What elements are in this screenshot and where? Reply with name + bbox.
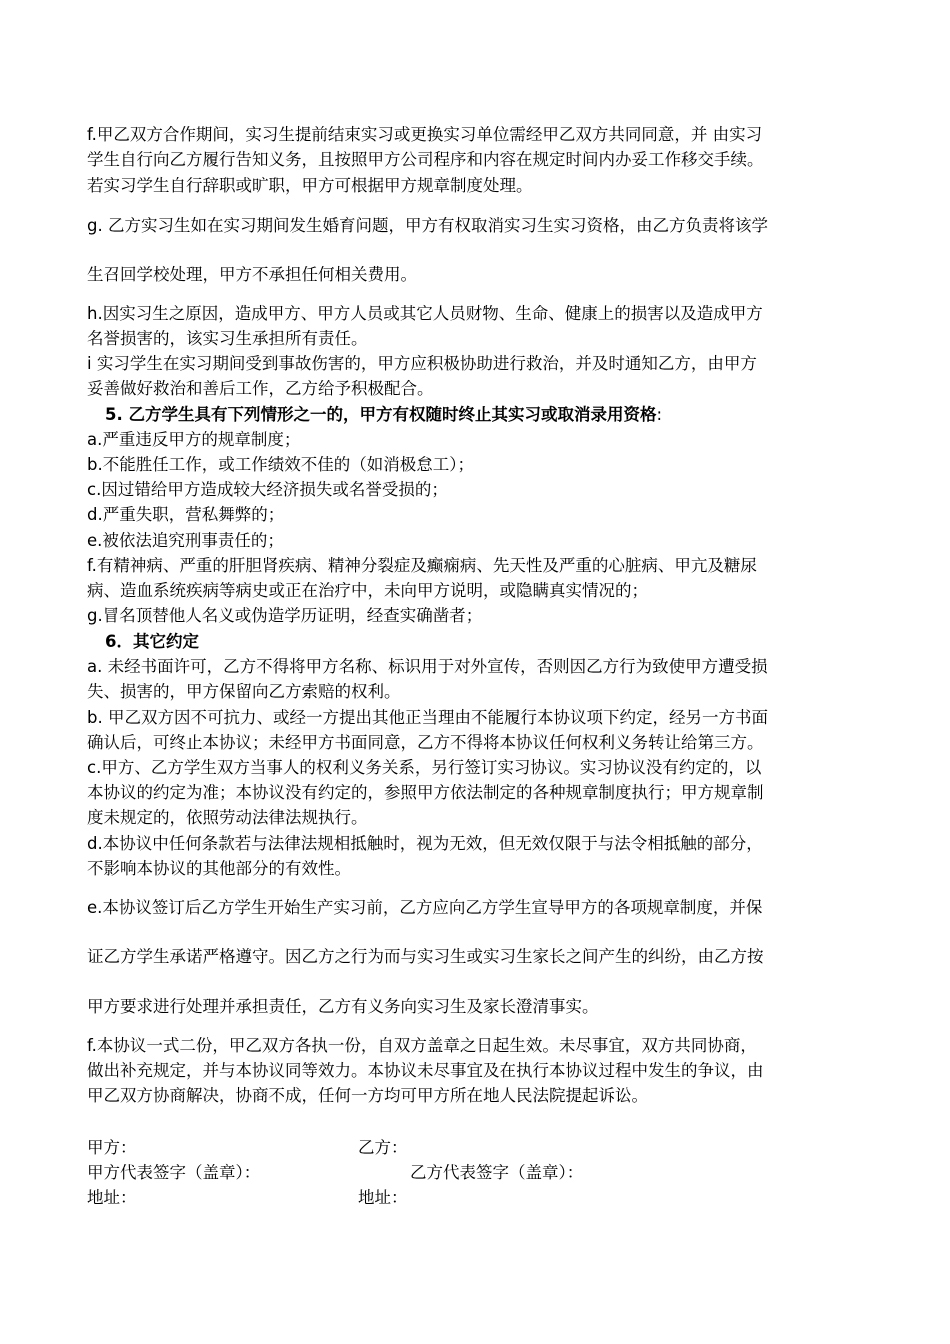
clause-6e-line-3: 甲方要求进行处理并承担责任，乙方有义务向实习生及家长澄清事实。 xyxy=(87,997,599,1016)
section-5-item: a.严重违反甲方的规章制度； xyxy=(87,430,301,449)
clause-4g-line-2: 生召回学校处理，甲方不承担任何相关费用。 xyxy=(87,265,417,284)
section-5-item: f.有精神病、严重的肝胆肾疾病、精神分裂症及癫痫病、先天性及严重的心脏病、甲亢及糖尿 xyxy=(87,556,757,575)
clause-4f-line-2: 学生自行向乙方履行告知义务，且按照甲方公司程序和内容在规定时间内办妥工作移交手续。 xyxy=(87,150,764,169)
party-a-label: 甲方： xyxy=(87,1138,137,1157)
section-5-heading-colon: : xyxy=(656,405,663,424)
clause-4i-line-2: 妥善做好救治和善后工作，乙方给予积极配合。 xyxy=(87,379,434,398)
clause-6c-line-3: 度未规定的，依照劳动法律法规执行。 xyxy=(87,808,368,827)
clause-4f-line-3: 若实习学生自行辞职或旷职，甲方可根据甲方规章制度处理。 xyxy=(87,176,533,195)
clause-6f-line-3: 甲乙双方协商解决，协商不成，任何一方均可甲方所在地人民法院提起诉讼。 xyxy=(87,1086,648,1105)
clause-6a-line-2: 失、损害的，甲方保留向乙方索赔的权利。 xyxy=(87,682,401,701)
clause-6b-line-2: 确认后，可终止本协议；未经甲方书面同意，乙方不得将本协议任何权利义务转让给第三方。 xyxy=(87,733,764,752)
clause-6a-line-1: a. 未经书面许可，乙方不得将甲方名称、标识用于对外宣传，否则因乙方行为致使甲方遭受损 xyxy=(87,657,768,676)
clause-4h-line-1: h.因实习生之原因，造成甲方、甲方人员或其它人员财物、生命、健康上的损害以及造成甲方 xyxy=(87,304,763,323)
section-6-heading: 6．其它约定 xyxy=(105,632,199,651)
section-5-item: d.严重失职，营私舞弊的； xyxy=(87,505,285,524)
clause-6e-line-1: e.本协议签订后乙方学生开始生产实习前，乙方应向乙方学生宣导甲方的各项规章制度，并保 xyxy=(87,898,763,917)
clause-6f-line-1: f.本协议一式二份，甲乙双方各执一份，自双方盖章之日起生效。未尽事宜，双方共同协商， xyxy=(87,1036,757,1055)
clause-6c-line-2: 本协议的约定为准；本协议没有约定的，参照甲方依法制定的各种规章制度执行；甲方规章制 xyxy=(87,783,764,802)
clause-4h-line-2: 名誉损害的，该实习生承担所有责任。 xyxy=(87,329,368,348)
section-5-heading xyxy=(105,403,662,427)
clause-6c-line-1: c.甲方、乙方学生双方当事人的权利义务关系，另行签订实习协议。实习协议没有约定的，以 xyxy=(87,758,762,777)
party-a-rep-label: 甲方代表签字（盖章）： xyxy=(87,1163,261,1182)
address-b-label: 地址： xyxy=(358,1188,408,1207)
section-5-item: 病、造血系统疾病等病史或正在治疗中，未向甲方说明，或隐瞒真实情况的； xyxy=(87,581,648,600)
clause-4i-line-1: i 实习学生在实习期间受到事故伤害的，甲方应积极协助进行救治，并及时通知乙方，由甲方 xyxy=(87,354,757,373)
section-5-item: c.因过错给甲方造成较大经济损失或名誉受损的； xyxy=(87,480,448,499)
clause-6d-line-2: 不影响本协议的其他部分的有效性。 xyxy=(87,859,351,878)
section-5-item: b.不能胜任工作，或工作绩效不佳的（如消极怠工）； xyxy=(87,455,474,474)
party-b-label: 乙方： xyxy=(358,1138,408,1157)
section-5-heading-text: 5. 乙方学生具有下列情形之一的，甲方有权随时终止其实习或取消录用资格 xyxy=(105,405,657,424)
clause-4g-line-1: g. 乙方实习生如在实习期间发生婚育问题，甲方有权取消实习生实习资格，由乙方负责将该学 xyxy=(87,216,768,235)
address-a-label: 地址： xyxy=(87,1188,137,1207)
section-5-item: g.冒名顶替他人名义或伪造学历证明，经查实确凿者； xyxy=(87,606,483,625)
party-b-rep-label: 乙方代表签字（盖章）： xyxy=(410,1163,584,1182)
clause-6f-line-2: 做出补充规定，并与本协议同等效力。本协议未尽事宜及在执行本协议过程中发生的争议，由 xyxy=(87,1061,764,1080)
section-5-item: e.被依法追究刑事责任的； xyxy=(87,531,284,550)
clause-6d-line-1: d.本协议中任何条款若与法律法规相抵触时，视为无效，但无效仅限于与法令相抵触的部分， xyxy=(87,834,763,853)
clause-6b-line-1: b. 甲乙双方因不可抗力、或经一方提出其他正当理由不能履行本协议项下约定，经另一方书面 xyxy=(87,708,768,727)
clause-6e-line-2: 证乙方学生承诺严格遵守。因乙方之行为而与实习生或实习生家长之间产生的纠纷，由乙方按 xyxy=(87,947,764,966)
clause-4f-line-1: f.甲乙双方合作期间，实习生提前结束实习或更换实习单位需经甲乙双方共同同意，并 由实习 xyxy=(87,125,763,144)
